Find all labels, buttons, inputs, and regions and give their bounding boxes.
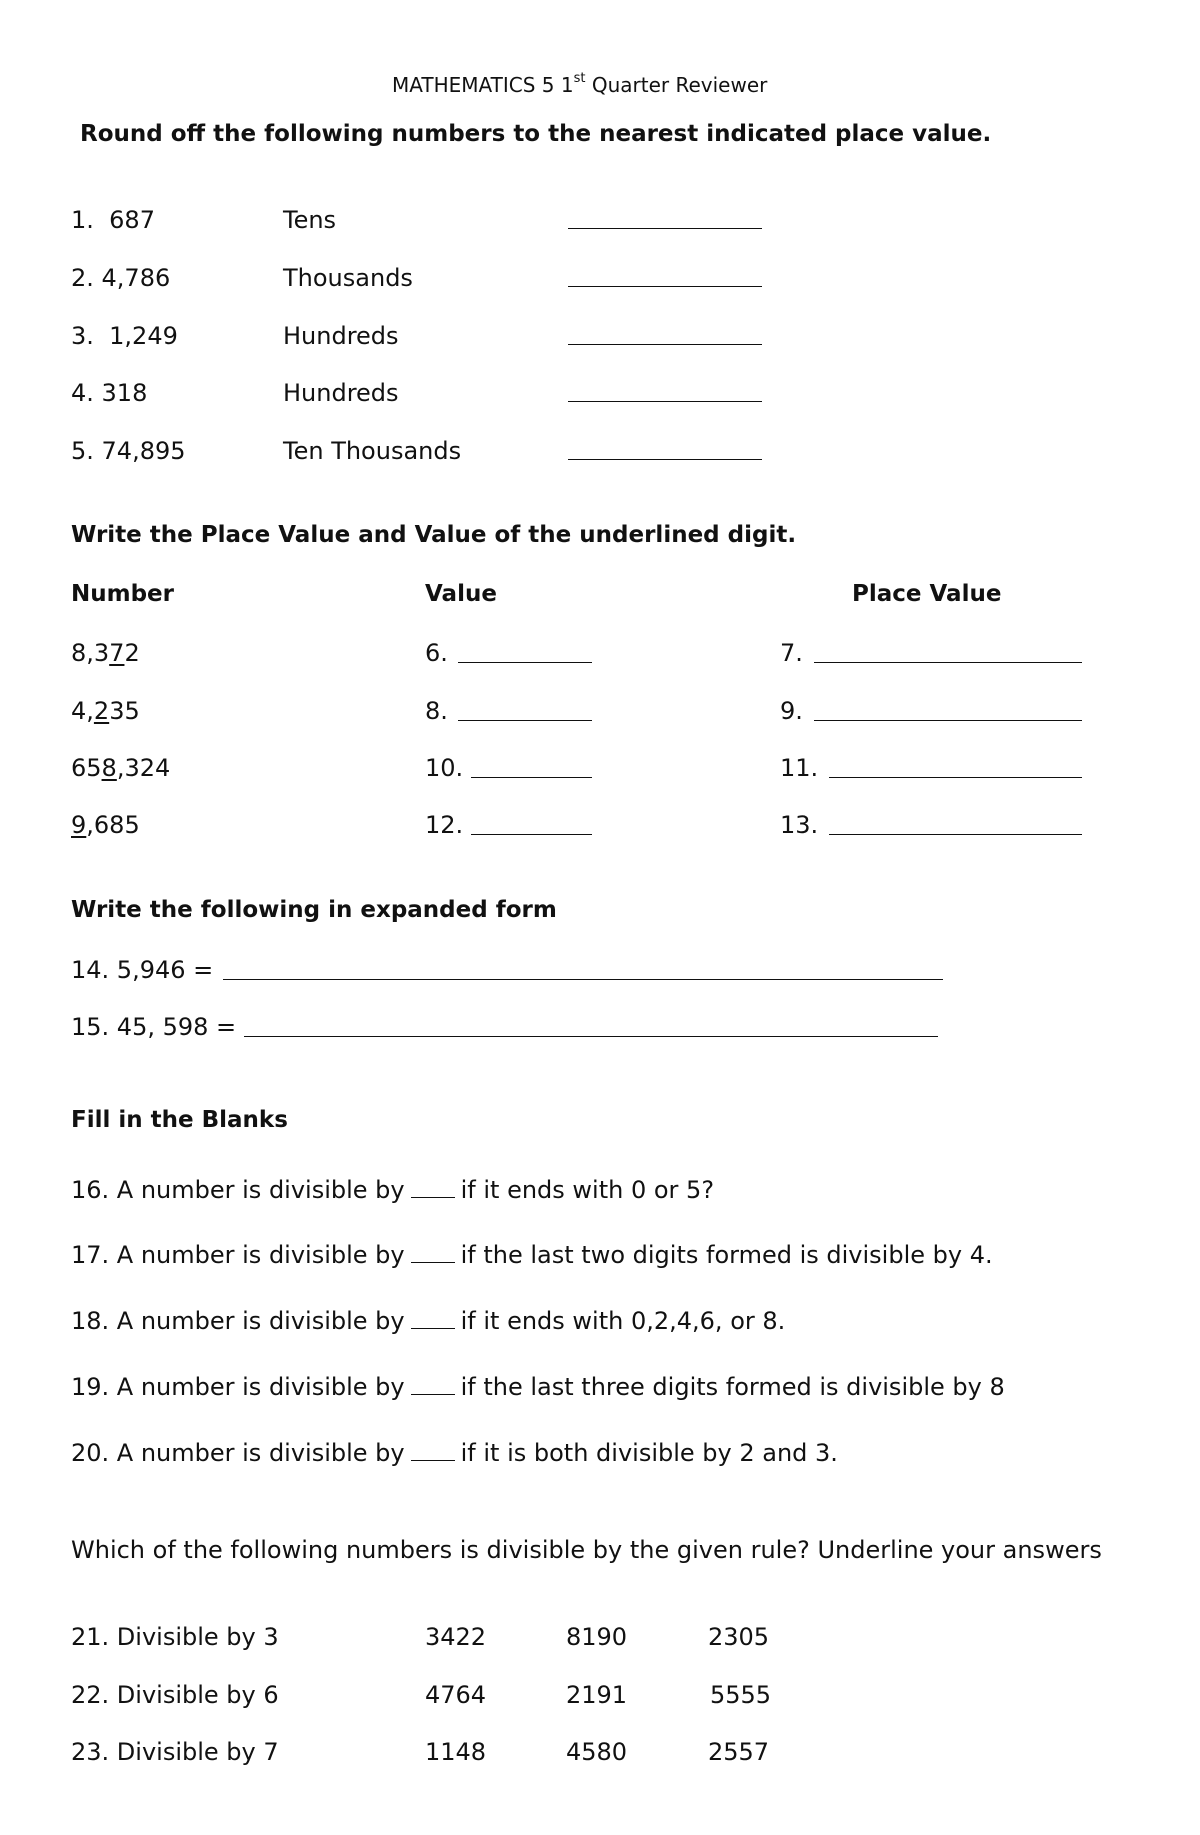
digits-before: 4, (71, 697, 94, 725)
expanded-label: 15. 45, 598 = (71, 1013, 237, 1041)
option-number[interactable]: 1148 (425, 1738, 487, 1766)
statement-start: 16. A number is divisible by (71, 1176, 405, 1204)
rounding-instruction: Round off the following numbers to the nearest indicated place value. (80, 121, 992, 147)
place-item-number: 9. (780, 697, 803, 725)
rounding-number: 2. 4,786 (71, 264, 171, 292)
digits-after: ,324 (116, 754, 171, 782)
fill-blank-item-18 (71, 1308, 785, 1333)
statement-start: 20. A number is divisible by (71, 1439, 405, 1467)
fill-blank-item-17 (71, 1242, 993, 1267)
rounding-number: 5. 74,895 (71, 437, 186, 465)
value-item-number: 6. (425, 639, 448, 667)
column-header-value: Value (425, 581, 497, 607)
value-item-number: 10. (425, 754, 464, 782)
statement-end: if it ends with 0 or 5? (460, 1176, 715, 1204)
option-number[interactable]: 4580 (566, 1738, 628, 1766)
divisor-blank[interactable] (411, 1308, 455, 1329)
option-number[interactable]: 2191 (566, 1681, 628, 1709)
answer-blank[interactable] (568, 286, 762, 287)
rounding-place: Hundreds (283, 322, 399, 350)
underlined-digit: 8 (101, 754, 117, 782)
rounding-place: Tens (283, 206, 337, 234)
underlined-digit: 9 (71, 811, 87, 839)
place-value-instruction: Write the Place Value and Value of the underlined digit. (71, 522, 797, 548)
title-rest: Quarter Reviewer (585, 73, 768, 97)
divisor-blank[interactable] (411, 1374, 455, 1395)
digits-before: 65 (71, 754, 102, 782)
page-title (392, 72, 767, 95)
value-item-number: 12. (425, 811, 464, 839)
answer-blank[interactable] (568, 459, 762, 460)
option-number[interactable]: 4764 (425, 1681, 487, 1709)
expanded-label: 14. 5,946 = (71, 956, 214, 984)
statement-start: 17. A number is divisible by (71, 1241, 405, 1269)
divisor-blank[interactable] (411, 1242, 455, 1263)
statement-end: if it is both divisible by 2 and 3. (460, 1439, 838, 1467)
divisibility-instruction: Which of the following numbers is divisible by the given rule? Underline your answers (71, 1536, 1102, 1564)
divisibility-label: 23. Divisible by 7 (71, 1738, 279, 1766)
fill-blanks-instruction: Fill in the Blanks (71, 1107, 288, 1133)
title-main: MATHEMATICS 5 1 (392, 73, 574, 97)
given-number (71, 641, 140, 665)
digits-after: ,685 (86, 811, 140, 839)
title-superscript: st (573, 71, 586, 86)
divisor-blank[interactable] (411, 1440, 455, 1461)
rounding-place: Hundreds (283, 379, 399, 407)
divisibility-label: 22. Divisible by 6 (71, 1681, 279, 1709)
place-item-number: 11. (780, 754, 819, 782)
option-number[interactable]: 2557 (708, 1738, 770, 1766)
value-blank[interactable] (471, 834, 592, 835)
option-number[interactable]: 5555 (710, 1681, 772, 1709)
place-item-number: 13. (780, 811, 819, 839)
option-number[interactable]: 3422 (425, 1623, 487, 1651)
fill-blank-item-16 (71, 1177, 714, 1202)
value-item-number: 8. (425, 697, 448, 725)
expanded-form-instruction: Write the following in expanded form (71, 897, 557, 923)
statement-end: if it ends with 0,2,4,6, or 8. (460, 1307, 786, 1335)
statement-end: if the last two digits formed is divisible by 4. (460, 1241, 993, 1269)
statement-start: 18. A number is divisible by (71, 1307, 405, 1335)
answer-blank[interactable] (568, 228, 762, 229)
answer-blank[interactable] (568, 344, 762, 345)
digits-before: 8,3 (71, 639, 110, 667)
given-number (71, 699, 140, 723)
digits-after: 2 (124, 639, 140, 667)
underlined-digit: 2 (93, 697, 110, 725)
place-value-blank[interactable] (829, 777, 1082, 778)
answer-blank[interactable] (568, 401, 762, 402)
expanded-answer-blank[interactable] (244, 1036, 938, 1037)
option-number[interactable]: 8190 (566, 1623, 628, 1651)
rounding-place: Ten Thousands (283, 437, 462, 465)
place-value-blank[interactable] (829, 834, 1082, 835)
place-value-blank[interactable] (814, 720, 1082, 721)
value-blank[interactable] (458, 662, 592, 663)
column-header-number: Number (71, 581, 174, 607)
option-number[interactable]: 2305 (708, 1623, 770, 1651)
value-blank[interactable] (458, 720, 592, 721)
digits-after: 35 (109, 697, 140, 725)
statement-end: if the last three digits formed is divisible by 8 (460, 1373, 1005, 1401)
fill-blank-item-20 (71, 1440, 838, 1465)
rounding-number: 4. 318 (71, 379, 148, 407)
underlined-digit: 7 (109, 639, 125, 667)
place-value-blank[interactable] (814, 662, 1082, 663)
place-item-number: 7. (780, 639, 803, 667)
column-header-place-value: Place Value (852, 581, 1002, 607)
rounding-place: Thousands (283, 264, 413, 292)
statement-start: 19. A number is divisible by (71, 1373, 405, 1401)
given-number (71, 756, 170, 780)
rounding-number: 1. 687 (71, 206, 155, 234)
rounding-number: 3. 1,249 (71, 322, 178, 350)
fill-blank-item-19 (71, 1374, 1005, 1399)
divisor-blank[interactable] (411, 1177, 455, 1198)
expanded-answer-blank[interactable] (223, 979, 943, 980)
value-blank[interactable] (471, 777, 592, 778)
divisibility-label: 21. Divisible by 3 (71, 1623, 279, 1651)
given-number (71, 813, 140, 837)
